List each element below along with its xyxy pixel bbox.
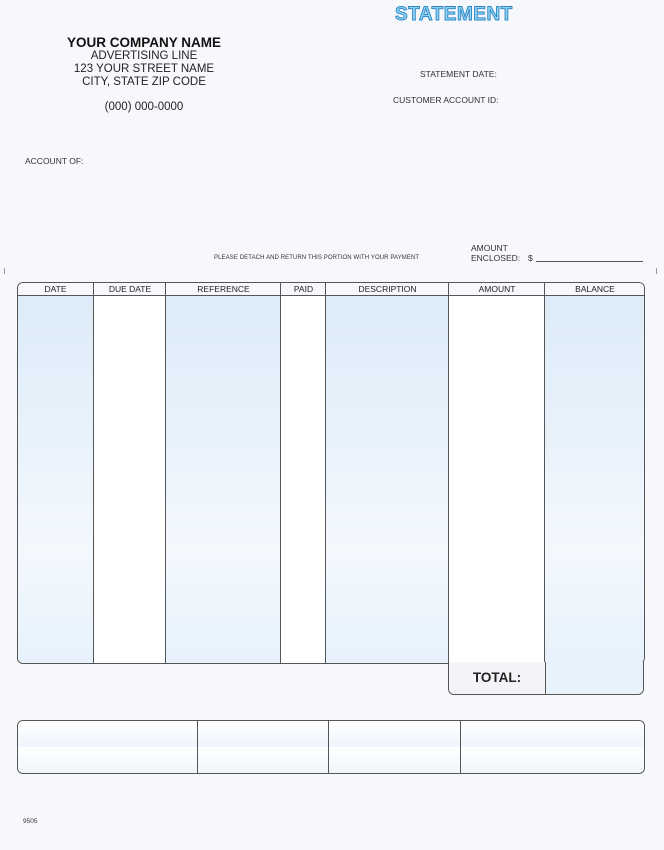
column-reference — [165, 283, 281, 663]
advertising-line: ADVERTISING LINE — [90, 50, 198, 62]
column-paid — [280, 283, 326, 663]
total-value-field[interactable] — [546, 662, 643, 694]
aging-row-2 — [18, 747, 644, 773]
perforation-mark-right — [656, 268, 660, 274]
column-header-balance: BALANCE — [545, 283, 645, 296]
aging-grid — [17, 720, 645, 774]
column-header-reference: REFERENCE — [166, 283, 281, 296]
column-date — [18, 283, 93, 663]
amount-enclosed-line2: ENCLOSED: — [471, 253, 521, 263]
column-amount — [448, 283, 545, 663]
total-box — [448, 662, 644, 695]
statement-title: STATEMENT — [395, 4, 513, 25]
amount-enclosed-label — [471, 243, 520, 263]
company-street: 123 YOUR STREET NAME — [73, 63, 215, 75]
aging-row-1 — [18, 721, 644, 748]
detach-note: PLEASE DETACH AND RETURN THIS PORTION WITH YOUR PAYMENT — [214, 255, 420, 261]
amount-enclosed-line1: AMOUNT — [471, 243, 508, 253]
amount-enclosed-field[interactable] — [536, 261, 643, 262]
aging-divider — [460, 721, 461, 773]
customer-account-id-label: CUSTOMER ACCOUNT ID: — [393, 95, 499, 105]
aging-divider — [328, 721, 329, 773]
column-header-amount: AMOUNT — [449, 283, 545, 296]
total-label: TOTAL: — [449, 662, 546, 694]
column-description — [325, 283, 449, 663]
account-of-label: ACCOUNT OF: — [25, 156, 84, 166]
company-city: CITY, STATE ZIP CODE — [82, 76, 206, 88]
column-header-date: DATE — [18, 283, 93, 296]
statement-table — [17, 282, 645, 664]
column-header-paid: PAID — [281, 283, 326, 296]
column-header-description: DESCRIPTION — [326, 283, 449, 296]
company-name: YOUR COMPANY NAME — [66, 35, 221, 50]
form-number: 9505 — [23, 818, 38, 825]
column-header-due-date: DUE DATE — [94, 283, 166, 296]
column-due-date — [93, 283, 166, 663]
perforation-mark-left — [4, 268, 8, 274]
company-phone: (000) 000-0000 — [104, 101, 184, 113]
column-balance — [544, 283, 645, 663]
statement-date-label: STATEMENT DATE: — [420, 69, 497, 79]
dollar-sign: $ — [528, 253, 533, 263]
aging-divider — [197, 721, 198, 773]
